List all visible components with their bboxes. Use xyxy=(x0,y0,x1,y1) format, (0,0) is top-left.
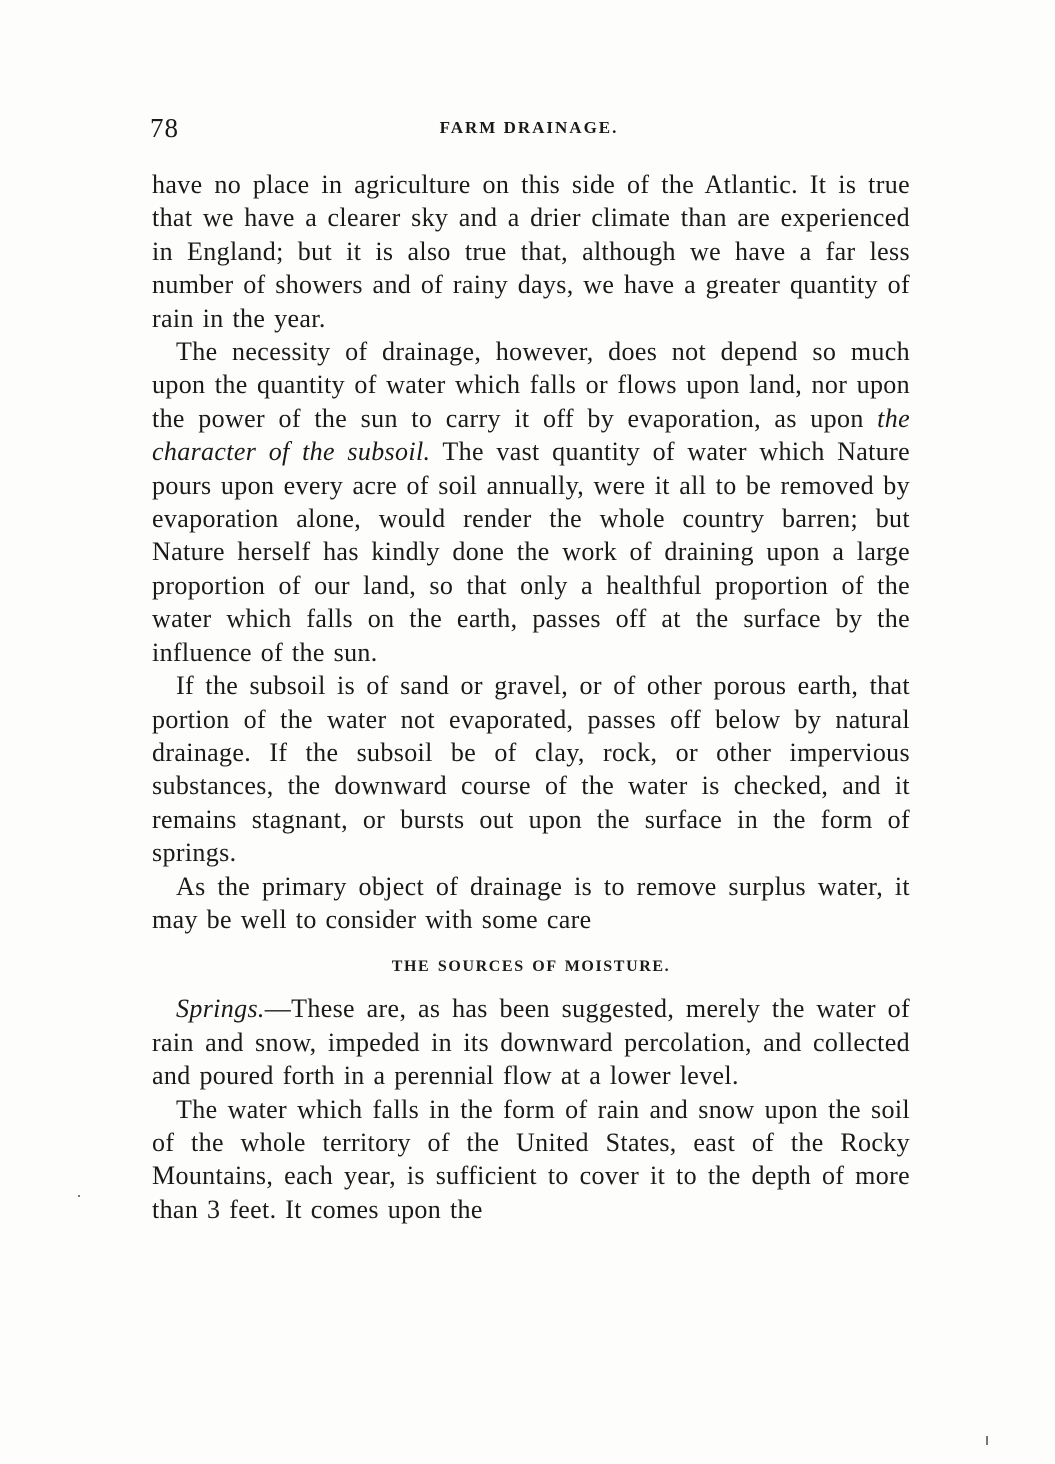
paragraph-continued: have no place in agriculture on this side of the Atlantic. It is true that we have a clearer sky and a drier climate than are experienced in England; but it is also true that, although we have a far less number of showers and of rainy days, we have a greater quantity of rain in the year. xyxy=(152,170,910,333)
body-text xyxy=(152,168,910,1226)
paragraph-text: The necessity of drainage, however, does not depend so much upon the quantity of water which falls or flows upon land, nor upon the power of the sun to carry it off by evaporation, as upon xyxy=(152,337,910,433)
scan-speck xyxy=(986,1436,988,1445)
emphasis-subsoil: the character of the subsoil. xyxy=(152,403,910,467)
paragraph-rainfall: The water which falls in the form of rain and snow upon the soil of the whole territory of the United States, east of the Rocky Mountains, each year, is sufficient to cover it to the depth of more than 3 feet. It comes upon the xyxy=(152,1094,910,1224)
scan-speck xyxy=(78,1195,80,1197)
paragraph-primary-object: As the primary object of drainage is to remove surplus water, it may be well to consider with some care xyxy=(152,871,910,934)
running-head xyxy=(150,110,908,146)
paragraph-necessity-of-drainage xyxy=(152,335,910,669)
paragraph-subsoil: If the subsoil is of sand or gravel, or of other porous earth, that portion of the water not evaporated, passes off below by natural drainage. If the subsoil be of clay, rock, or other impervious substances, the downward course of the water is checked, and it remains stagnant, or bursts out upon the surface in the form of springs. xyxy=(152,671,910,868)
springs-lead: Springs. xyxy=(176,994,265,1024)
section-heading: THE SOURCES OF MOISTURE. xyxy=(391,958,671,976)
page-number: 78 xyxy=(150,113,179,143)
paragraph-text: —These are, as has been suggested, merely the water of rain and snow, impeded in its downward percolation, and collected and poured forth in a perennial flow at a lower level. xyxy=(152,994,910,1091)
paragraph-text: The vast quantity of water which Nature pours upon every acre of soil annually, were it all to be removed by evaporation alone, would render the whole country barren; but Nature herself has kindly done the work of draining upon a large proportion of our land, so that only a healthful proportion of the water which falls on the earth, passes off at the surface by the influence of the sun. xyxy=(152,437,910,667)
paragraph-springs xyxy=(152,992,910,1092)
running-title: FARM DRAINAGE. xyxy=(439,118,619,137)
